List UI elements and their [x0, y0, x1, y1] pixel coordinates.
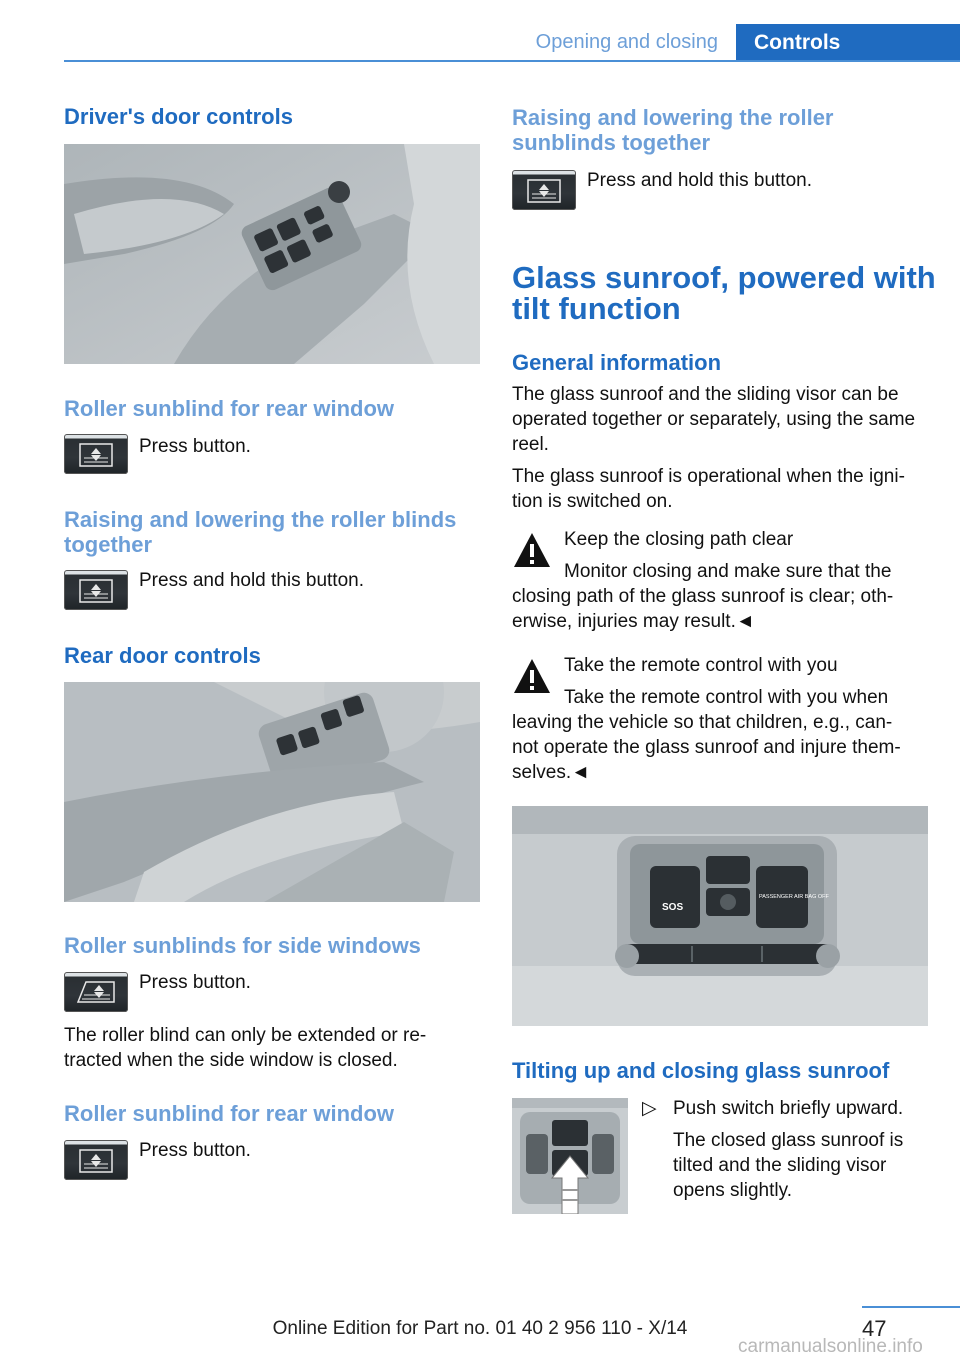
footer-edition: Online Edition for Part no. 01 40 2 956 110 - X/14 [272, 1318, 688, 1339]
raise-sunblinds-heading: Raising and lowering the roller sunblinds together [512, 105, 834, 155]
rear-door-heading: Rear door controls [64, 643, 261, 668]
roller-rear-instruction: Press button. [139, 436, 251, 457]
raise-lower-instruction: Press and hold this button. [139, 570, 364, 591]
general-info-p2: The glass sunroof is operational when the igni- tion is switched on. [512, 466, 905, 512]
rear-door-photo [64, 682, 480, 902]
rear-sunblind-button-icon [64, 434, 128, 474]
roller-rear2-heading: Roller sunblind for rear window [64, 1101, 395, 1126]
page-number: 47 [862, 1316, 887, 1341]
sunroof-switch-photo [512, 1098, 628, 1214]
raise-sunblinds-button-icon [512, 170, 576, 210]
side-sunblind-button-icon [64, 972, 128, 1012]
roller-rear2-instruction: Press button. [139, 1140, 251, 1161]
warning2-title: Take the remote control with you [564, 655, 838, 676]
roller-side-instruction: Press button. [139, 972, 251, 993]
header-section-title: Opening and closing [535, 31, 718, 53]
sunroof-heading: Glass sunroof, powered with tilt function [512, 260, 936, 326]
step1-text: Push switch briefly upward. [673, 1098, 904, 1119]
warning1-text: Monitor closing and make sure that the closing path of the glass sunroof is clear; oth- erwise, injuries may result.◄ [512, 561, 894, 632]
header-rule [64, 60, 960, 62]
footer-watermark: carmanualsonline.info [738, 1336, 923, 1357]
drivers-door-photo [64, 144, 480, 364]
rear-sunblind-button-icon-2 [64, 1140, 128, 1180]
roller-side-heading: Roller sunblinds for side windows [64, 933, 421, 958]
tilting-heading: Tilting up and closing glass sunroof [512, 1058, 890, 1083]
roller-side-note: The roller blind can only be extended or re- tracted when the side window is closed. [64, 1025, 427, 1071]
drivers-door-heading: Driver's door controls [64, 104, 293, 129]
sos-label: SOS [662, 902, 684, 913]
roller-rear-heading: Roller sunblind for rear window [64, 396, 395, 421]
overhead-console-photo [512, 806, 928, 1026]
airbag-off-label: PASSENGER AIR BAG OFF [759, 894, 829, 900]
general-info-p1: The glass sunroof and the sliding visor can be operated together or separately, using the same reel. [512, 384, 916, 455]
step-bullet: ▷ [642, 1098, 657, 1119]
warning2-text: Take the remote control with you when leaving the vehicle so that children, e.g., can- not operate the glass sunroof and injure them- selves.◄ [512, 687, 901, 783]
general-info-heading: General information [512, 350, 722, 375]
warning1-title: Keep the closing path clear [564, 529, 794, 550]
sos-button [650, 866, 700, 928]
raise-lower-button-icon [64, 570, 128, 610]
raise-lower-heading: Raising and lowering the roller blinds together [64, 507, 457, 557]
raise-sunblinds-instruction: Press and hold this button. [587, 170, 812, 191]
footer-rule [862, 1306, 960, 1308]
header-chapter-tab: Controls [736, 24, 960, 62]
step1-result: The closed glass sunroof is tilted and the sliding visor opens slightly. [673, 1130, 904, 1201]
